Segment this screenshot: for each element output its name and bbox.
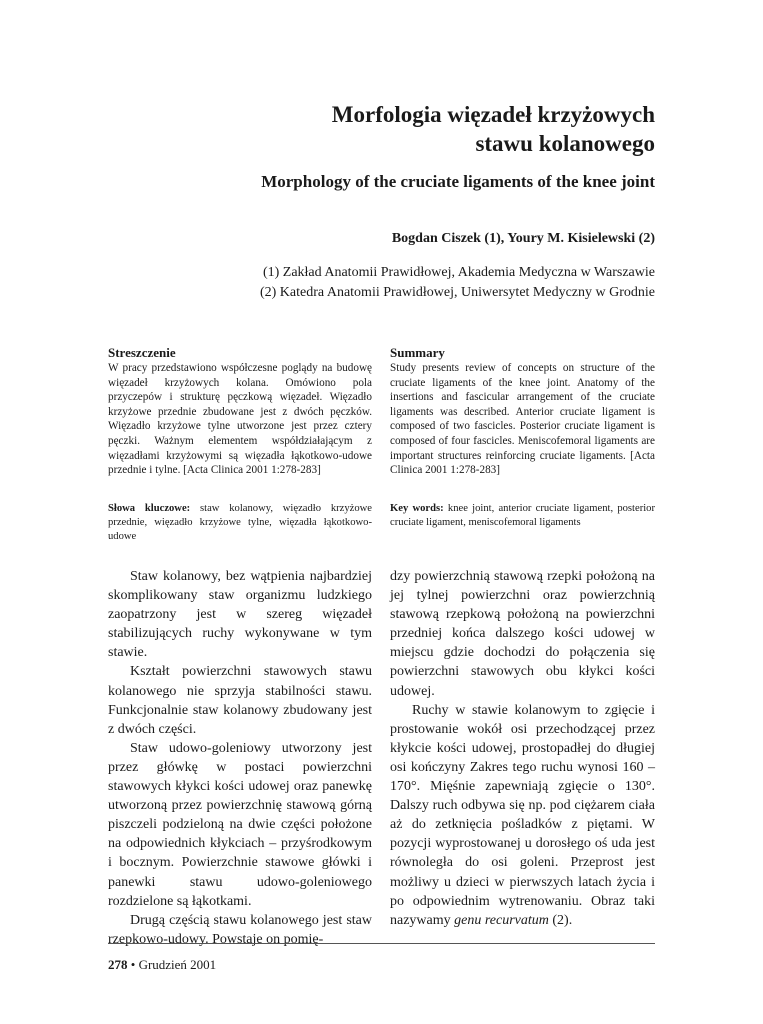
- body-paragraph-text: Ruchy w stawie kolanowym to zgięcie i prostowanie wokół osi przechodzącej przez kłykcie kości udowej, prostopadłej do długiej osi kończyny Zakres tego ruchu wynosi 160 – 170°. Mięśnie zapewniają zgięcie o 130°. Dalszy ruch odbywa się np. pod ciężarem ciała aż do zetknięcia pośladków z piętami. W pozycji wyprostowanej u dorosłego oś uda jest równoległa do osi goleni. Przeprost jest możliwy u dzieci w pierwszych latach życia i po odpowiednim wytrenowaniu. Obraz taki nazywamy: [390, 702, 655, 928]
- article-title-line-2: stawu kolanowego: [475, 131, 655, 156]
- body-paragraph: Kształt powierzchni stawowych stawu kolanowego nie sprzyja stabilności stawu. Funkcjonalnie staw kolanowy zbudowany jest z dwóch części.: [108, 664, 372, 737]
- issue-date: Grudzień 2001: [138, 957, 217, 972]
- body-column-right: [390, 567, 655, 930]
- article-title-line-1: Morfologia więzadeł krzyżowych: [331, 102, 655, 127]
- abstract-english: [390, 345, 655, 478]
- keywords-english-label: Key words:: [390, 503, 444, 514]
- body-paragraph: Drugą częścią stawu kolanowego jest staw rzepkowo-udowy. Powstaje on pomię-: [108, 912, 372, 947]
- page-number: 278: [108, 957, 128, 972]
- keywords-polish-label: Słowa kluczowe:: [108, 503, 191, 514]
- body-paragraph: Staw kolanowy, bez wątpienia najbardziej skomplikowany staw organizmu ludzkiego zaopatrzony jest w szereg więzadeł stabilizujących ruchy wykonywane w tym stawie.: [108, 569, 372, 661]
- body-paragraph: Staw udowo-goleniowy utworzony jest przez główkę w postaci powierzchni stawowych kłykci kości udowej oraz panewkę utworzoną przez powierzchnię stawową górną piszczeli podzieloną na dwie części położone na odpowiednich kłykciach – przyśrodkowym i bocznym. Powierzchnie stawowe główki i panewki stawu udowo-goleniowego rozdzielone są łąkotkami.: [108, 740, 372, 909]
- article-title: [95, 100, 655, 158]
- abstract-polish-heading: Streszczenie: [108, 345, 176, 360]
- footer-bullet: •: [130, 957, 136, 972]
- citation: (2).: [548, 912, 573, 928]
- keywords-english-text: knee joint, anterior cruciate ligament, posterior cruciate ligament, meniscofemoral ligaments: [390, 503, 655, 529]
- footer-divider: [108, 943, 655, 944]
- keywords-english: [390, 502, 655, 530]
- latin-term: genu recurvatum: [454, 912, 549, 928]
- abstract-english-text: Study presents review of concepts on structure of the cruciate ligaments of the knee joint. Anatomy of the insertions and fascicular arrangement of the cruciate ligaments was described. Anterior cruciate ligament is composed of two fascicles. Posterior cruciate ligament is composed of four fascicles. Meniscofemoral ligaments are important structures reinforcing cruciate ligaments. [Acta Clinica 2001 1:278-283]: [390, 362, 655, 477]
- affiliation-1: (1) Zakład Anatomii Prawidłowej, Akademia Medyczna w Warszawie: [262, 265, 655, 280]
- keywords-polish: [108, 502, 372, 545]
- body-column-left: [108, 567, 372, 949]
- body-paragraph: dzy powierzchnią stawową rzepki położoną na jej tylnej powierzchni oraz powierzchnią stawową rzepkową położoną na powierzchni przedniej końca dalszego kości udowej w miejscu gdzie dochodzi do połączenia się powierzchni stawowych obu kłykci kości udowej.: [390, 569, 655, 699]
- body-paragraph: [390, 701, 655, 930]
- page-footer: [108, 957, 216, 973]
- article-title-english: Morphology of the cruciate ligaments of the knee joint: [261, 172, 655, 191]
- authors: Bogdan Ciszek (1), Youry M. Kisielewski (2): [391, 231, 655, 246]
- abstract-english-heading: Summary: [390, 345, 445, 360]
- abstract-polish: [108, 345, 372, 478]
- keywords-polish-text: staw kolanowy, więzadło krzyżowe przednie, więzadło krzyżowe tylne, więzadła łąkotkowo-udowe: [108, 503, 372, 543]
- abstract-polish-text: W pracy przedstawiono współczesne poglądy na budowę więzadeł krzyżowych kolana. Omówiono pola przyczepów i strukturę pęczkową więzadeł. Więzadło krzyżowe przednie zbudowane jest z dwóch pęczków. Więzadło krzyżowe tylne utworzone jest przez cztery pęczki. Ważnym elementem współdziałającym z więzadłami krzyżowymi są więzadła łąkotkowo-udowe przednie i tylne. [Acta Clinica 2001 1:278-283]: [108, 362, 372, 477]
- affiliation-2: (2) Katedra Anatomii Prawidłowej, Uniwersytet Medyczny w Grodnie: [259, 285, 655, 300]
